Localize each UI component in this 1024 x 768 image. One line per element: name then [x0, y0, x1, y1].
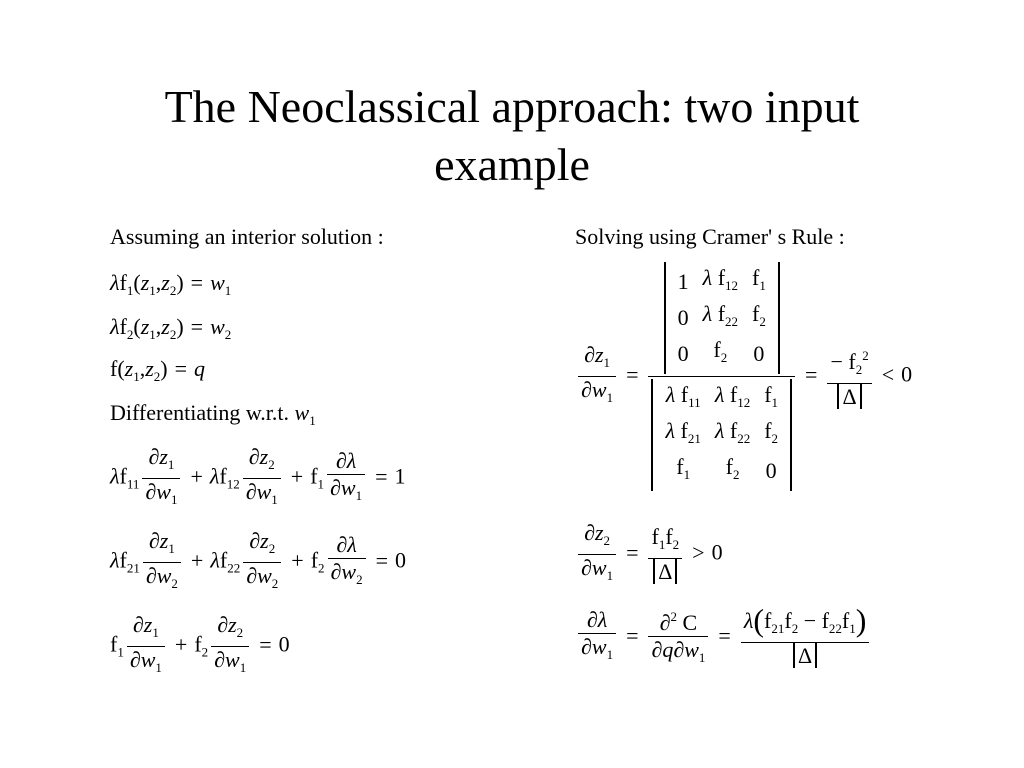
constraint-equation: $f(z_1,z_2) = q$	[110, 356, 206, 384]
left-heading: Assuming an interior solution :	[110, 224, 384, 249]
diff-equation-3: $f_1$ $\frac{\partial z_1}{\partial w_1}$ + $f_2$ $\frac{\partial z_2}{\partial w_1}$ = 0	[110, 612, 290, 675]
foc-equation-1: $\lambda f_1(z_1,z_2) = w_1$	[110, 270, 232, 298]
title-line-2: example	[434, 139, 590, 190]
cramer-dz2-equation: $\frac{\partial z_2}{\partial w_1}$ = $\frac{f_1f_2}{\Delta}$ > 0	[575, 520, 723, 589]
cramer-dlambda-equation: $\frac{\partial\lambda}{\partial w_1}$ = $\frac{\partial^2 C}{\partial q\partial w_1}$ = $\frac{\lambda(f_{21}f_2 - f_{22}f_1)}{\Delta}$	[575, 604, 872, 671]
right-heading: Solving using Cramer' s Rule :	[575, 224, 845, 249]
slide-title	[60, 78, 964, 194]
diff-heading: Differentiating w.r.t. $w_1$	[110, 400, 316, 428]
cramer-dz1-equation: $\frac{\partial z_1}{\partial w_1}$ = 1 λ $f_{12}$ $f_1$ 0 λ $f_{22}$ $f_2$ 0 $f_2$ 0 λ $f_{11}$ λ $f_{12}$ $f_1$ λ $f_{21}$ λ $f_{22}$ $f_2$ $f_1$ $f_2$ 0 = $\frac{- f_2^2}{\Delta}$ < 0	[575, 262, 912, 491]
diff-equation-1: $\lambda f_{11}$ $\frac{\partial z_1}{\partial w_1}$ + $\lambda f_{12}$ $\frac{\partial z_2}{\partial w_1}$ + $f_1$ $\frac{\partial\lambda}{\partial w_1}$ = 1	[110, 444, 406, 507]
diff-equation-2: $\lambda f_{21}$ $\frac{\partial z_1}{\partial w_2}$ + $\lambda f_{22}$ $\frac{\partial z_2}{\partial w_2}$ + $f_2$ $\frac{\partial\lambda}{\partial w_2}$ = 0	[110, 528, 406, 591]
foc-equation-2: $\lambda f_2(z_1,z_2) = w_2$	[110, 314, 232, 342]
denominator-determinant: λ $f_{11}$ λ $f_{12}$ $f_1$ λ $f_{21}$ λ $f_{22}$ $f_2$ $f_1$ $f_2$ 0	[651, 379, 792, 491]
diff-heading-text: Differentiating w.r.t.	[110, 400, 290, 425]
numerator-determinant: 1 λ $f_{12}$ $f_1$ 0 λ $f_{22}$ $f_2$ 0 $f_2$ 0	[664, 262, 780, 374]
title-line-1: The Neoclassical approach: two input	[164, 81, 860, 132]
